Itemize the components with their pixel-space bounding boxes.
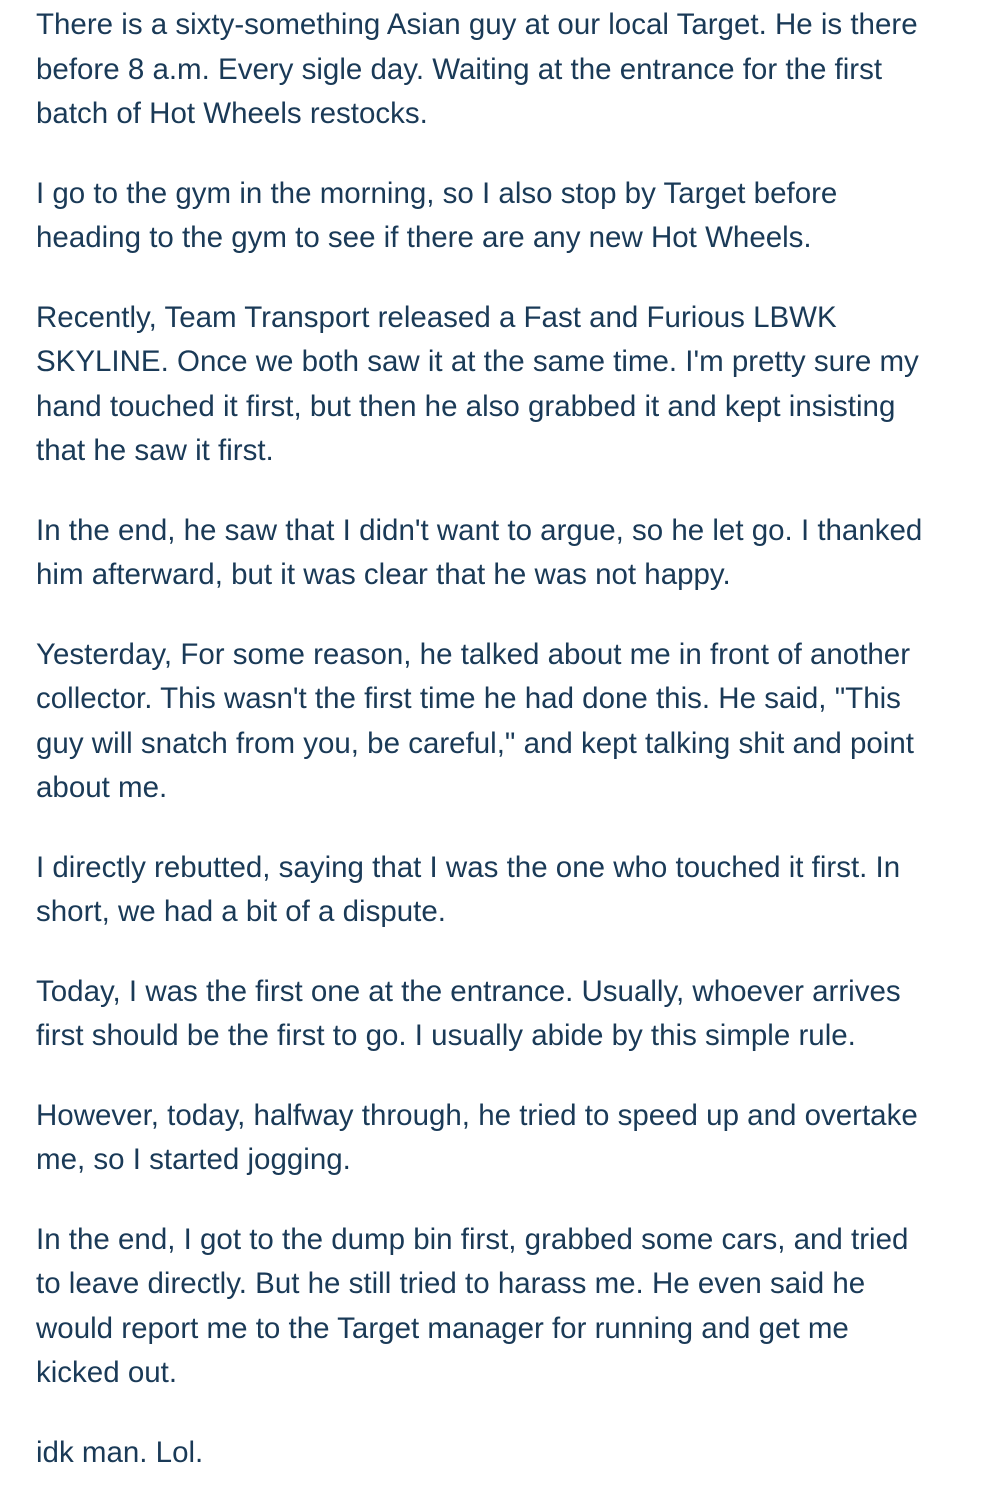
post-paragraph-10: idk man. Lol.: [36, 1435, 204, 1469]
post-body: [36, 3, 972, 1475]
post-paragraph-8: However, today, halfway through, he tried to speed up and overtake me, so I started jogging.: [36, 1098, 918, 1176]
post-paragraph-5: Yesterday, For some reason, he talked about me in front of another collector. This wasn't the first time he had done this. He said, "This guy will snatch from you, be careful," and kept talking shit and point about me.: [36, 637, 914, 804]
post-paragraph-7: Today, I was the first one at the entrance. Usually, whoever arrives first should be the first to go. I usually abide by this simple rule.: [36, 974, 901, 1052]
post-paragraph-6: I directly rebutted, saying that I was the one who touched it first. In short, we had a bit of a dispute.: [36, 850, 901, 928]
post-paragraph-3: Recently, Team Transport released a Fast and Furious LBWK SKYLINE. Once we both saw it at the same time. I'm pretty sure my hand touched it first, but then he also grabbed it and kept insisting that he saw it first.: [36, 300, 919, 467]
post-paragraph-4: In the end, he saw that I didn't want to argue, so he let go. I thanked him afterward, but it was clear that he was not happy.: [36, 513, 923, 591]
post-paragraph-9: In the end, I got to the dump bin first, grabbed some cars, and tried to leave directly. But he still tried to harass me. He even said he would report me to the Target manager for running and get me kicked out.: [36, 1222, 909, 1389]
post-paragraph-1: There is a sixty-something Asian guy at our local Target. He is there before 8 a.m. Every sigle day. Waiting at the entrance for the first batch of Hot Wheels restocks.: [36, 8, 918, 130]
post-paragraph-2: I go to the gym in the morning, so I also stop by Target before heading to the gym to see if there are any new Hot Wheels.: [36, 176, 838, 254]
